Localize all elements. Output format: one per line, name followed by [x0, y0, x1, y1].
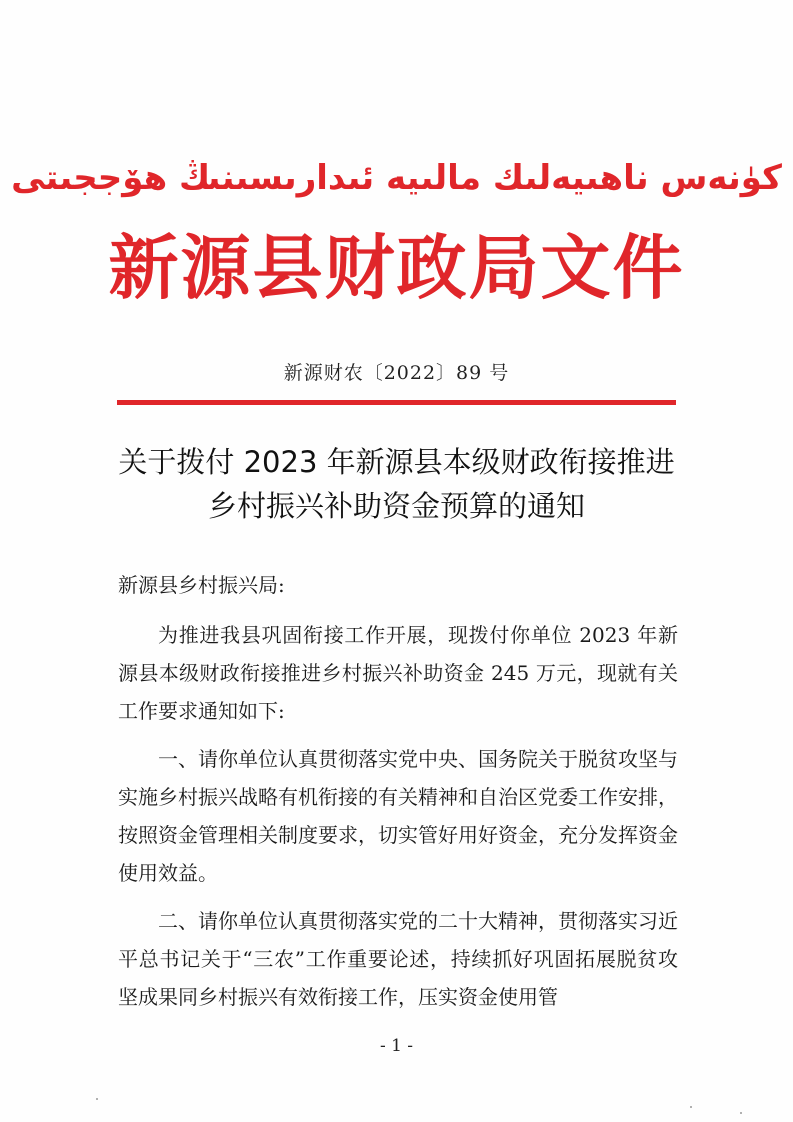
body-paragraph-1: 为推进我县巩固衔接工作开展，现拨付你单位 2023 年新源县本级财政衔接推进乡村振兴补助资金 245 万元，现就有关工作要求通知如下: [118, 623, 678, 723]
document-body [118, 566, 678, 1026]
document-header-title: 新源县财政局文件 [108, 226, 685, 309]
addressee: 新源县乡村振兴局: [118, 573, 285, 597]
notice-title-line-1: 关于拨付 2023 年新源县本级财政衔接推进 [118, 445, 675, 479]
document-number: 新源财农〔2022〕89 号 [283, 362, 510, 384]
scan-speck [96, 1098, 98, 1100]
notice-title-line-2: 乡村振兴补助资金预算的通知 [207, 489, 585, 523]
body-paragraph-3: 二、请你单位认真贯彻落实党的二十大精神，贯彻落实习近平总书记关于“三农”工作重要论述，持续抓好巩固拓展脱贫攻坚成果同乡村振兴有效衔接工作，压实资金使用管 [118, 909, 678, 1009]
scan-speck [740, 1112, 742, 1114]
red-separator-line [117, 400, 676, 405]
scan-speck [690, 1106, 692, 1108]
page-number: - 1 - [379, 1036, 414, 1056]
uyghur-header-title: كۈنەس ناھىيەلىك مالىيە ئىدارىسىنىڭ ھۆججىتى [11, 158, 782, 198]
body-paragraph-2: 一、请你单位认真贯彻落实党中央、国务院关于脱贫攻坚与实施乡村振兴战略有机衔接的有关精神和自治区党委工作安排，按照资金管理相关制度要求，切实管好用好资金，充分发挥资金使用效益。 [118, 747, 678, 885]
notice-title [80, 440, 713, 528]
